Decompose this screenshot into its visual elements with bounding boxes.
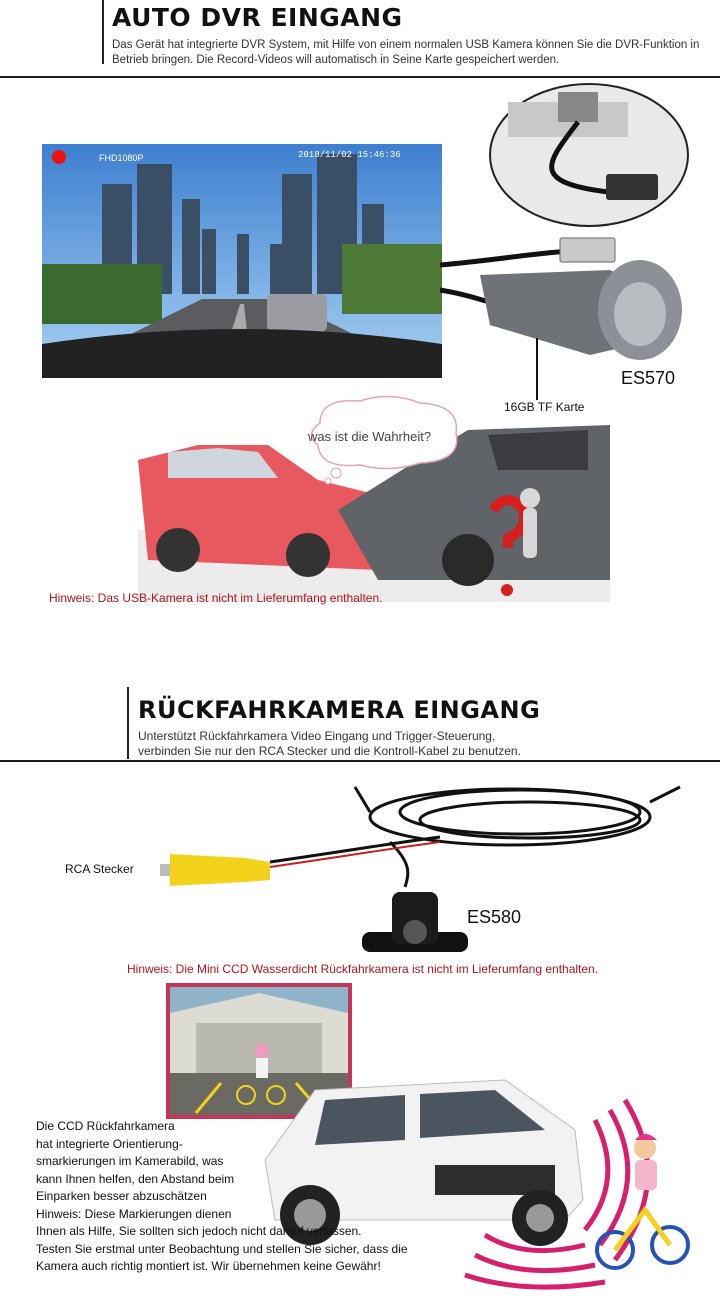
section1-description: Das Gerät hat integrierte DVR System, mit Hilfe von einem normalen USB Kamera können Sie die DVR-Funktion in Betrieb bringen. Die Record-Videos will automatisch in Seine Karte gespeichert werden. xyxy=(112,39,700,66)
es570-model-label: ES570 xyxy=(621,368,676,388)
rca-stecker-label: RCA Stecker xyxy=(65,862,134,876)
section1-title: AUTO DVR EINGANG xyxy=(112,3,403,32)
dvr-screen-image xyxy=(42,144,442,378)
section1-divider xyxy=(102,0,104,64)
speech-bubble xyxy=(300,393,466,485)
rear-camera-info-text: Die CCD Rückfahrkamera hat integrierte Orientierung- smarkierungen im Kamerabild, was kann Ihnen helfen, den Abstand beim Einparken besser abzuschätzen Hinweis: Diese Markierungen dienen Ihnen als Hilfe, Sie sollten sich jedoch nicht darauf verlassen. Testen Sie erstmal unter Beobachtung und stellen Sie sicher, dass die Kamera auch richtig montiert ist. Wir übernehmen keine Gewähr! xyxy=(36,1119,408,1273)
section1-rule xyxy=(0,76,720,78)
speech-bubble-text: was ist die Wahrheit? xyxy=(308,429,432,444)
section1-note: Hinweis: Das USB-Kamera ist nicht im Lieferumfang enthalten. xyxy=(49,591,383,605)
tf-card-label: 16GB TF Karte xyxy=(504,400,585,414)
section2-rule xyxy=(0,760,720,762)
rear-camera-es580 xyxy=(140,782,690,962)
es580-model-label: ES580 xyxy=(467,907,522,927)
section2-title: RÜCKFAHRKAMERA EINGANG xyxy=(138,696,541,724)
usb-connector-closeup xyxy=(488,82,690,228)
section2-description: Unterstützt Rückfahrkamera Video Eingang und Trigger-Steuerung, verbinden Sie nur den RCA Stecker und die Kontroll-Kabel zu benutzen. xyxy=(138,729,521,758)
section2-note: Hinweis: Die Mini CCD Wasserdicht Rückfahrkamera ist nicht im Lieferumfang enthalten. xyxy=(127,962,599,976)
section2-divider xyxy=(127,687,129,759)
dvr-resolution-text: FHD1080P xyxy=(99,153,144,163)
usb-camera-es570 xyxy=(440,230,690,370)
dvr-timestamp-text: 2018/11/02 15:46:36 xyxy=(298,150,401,160)
